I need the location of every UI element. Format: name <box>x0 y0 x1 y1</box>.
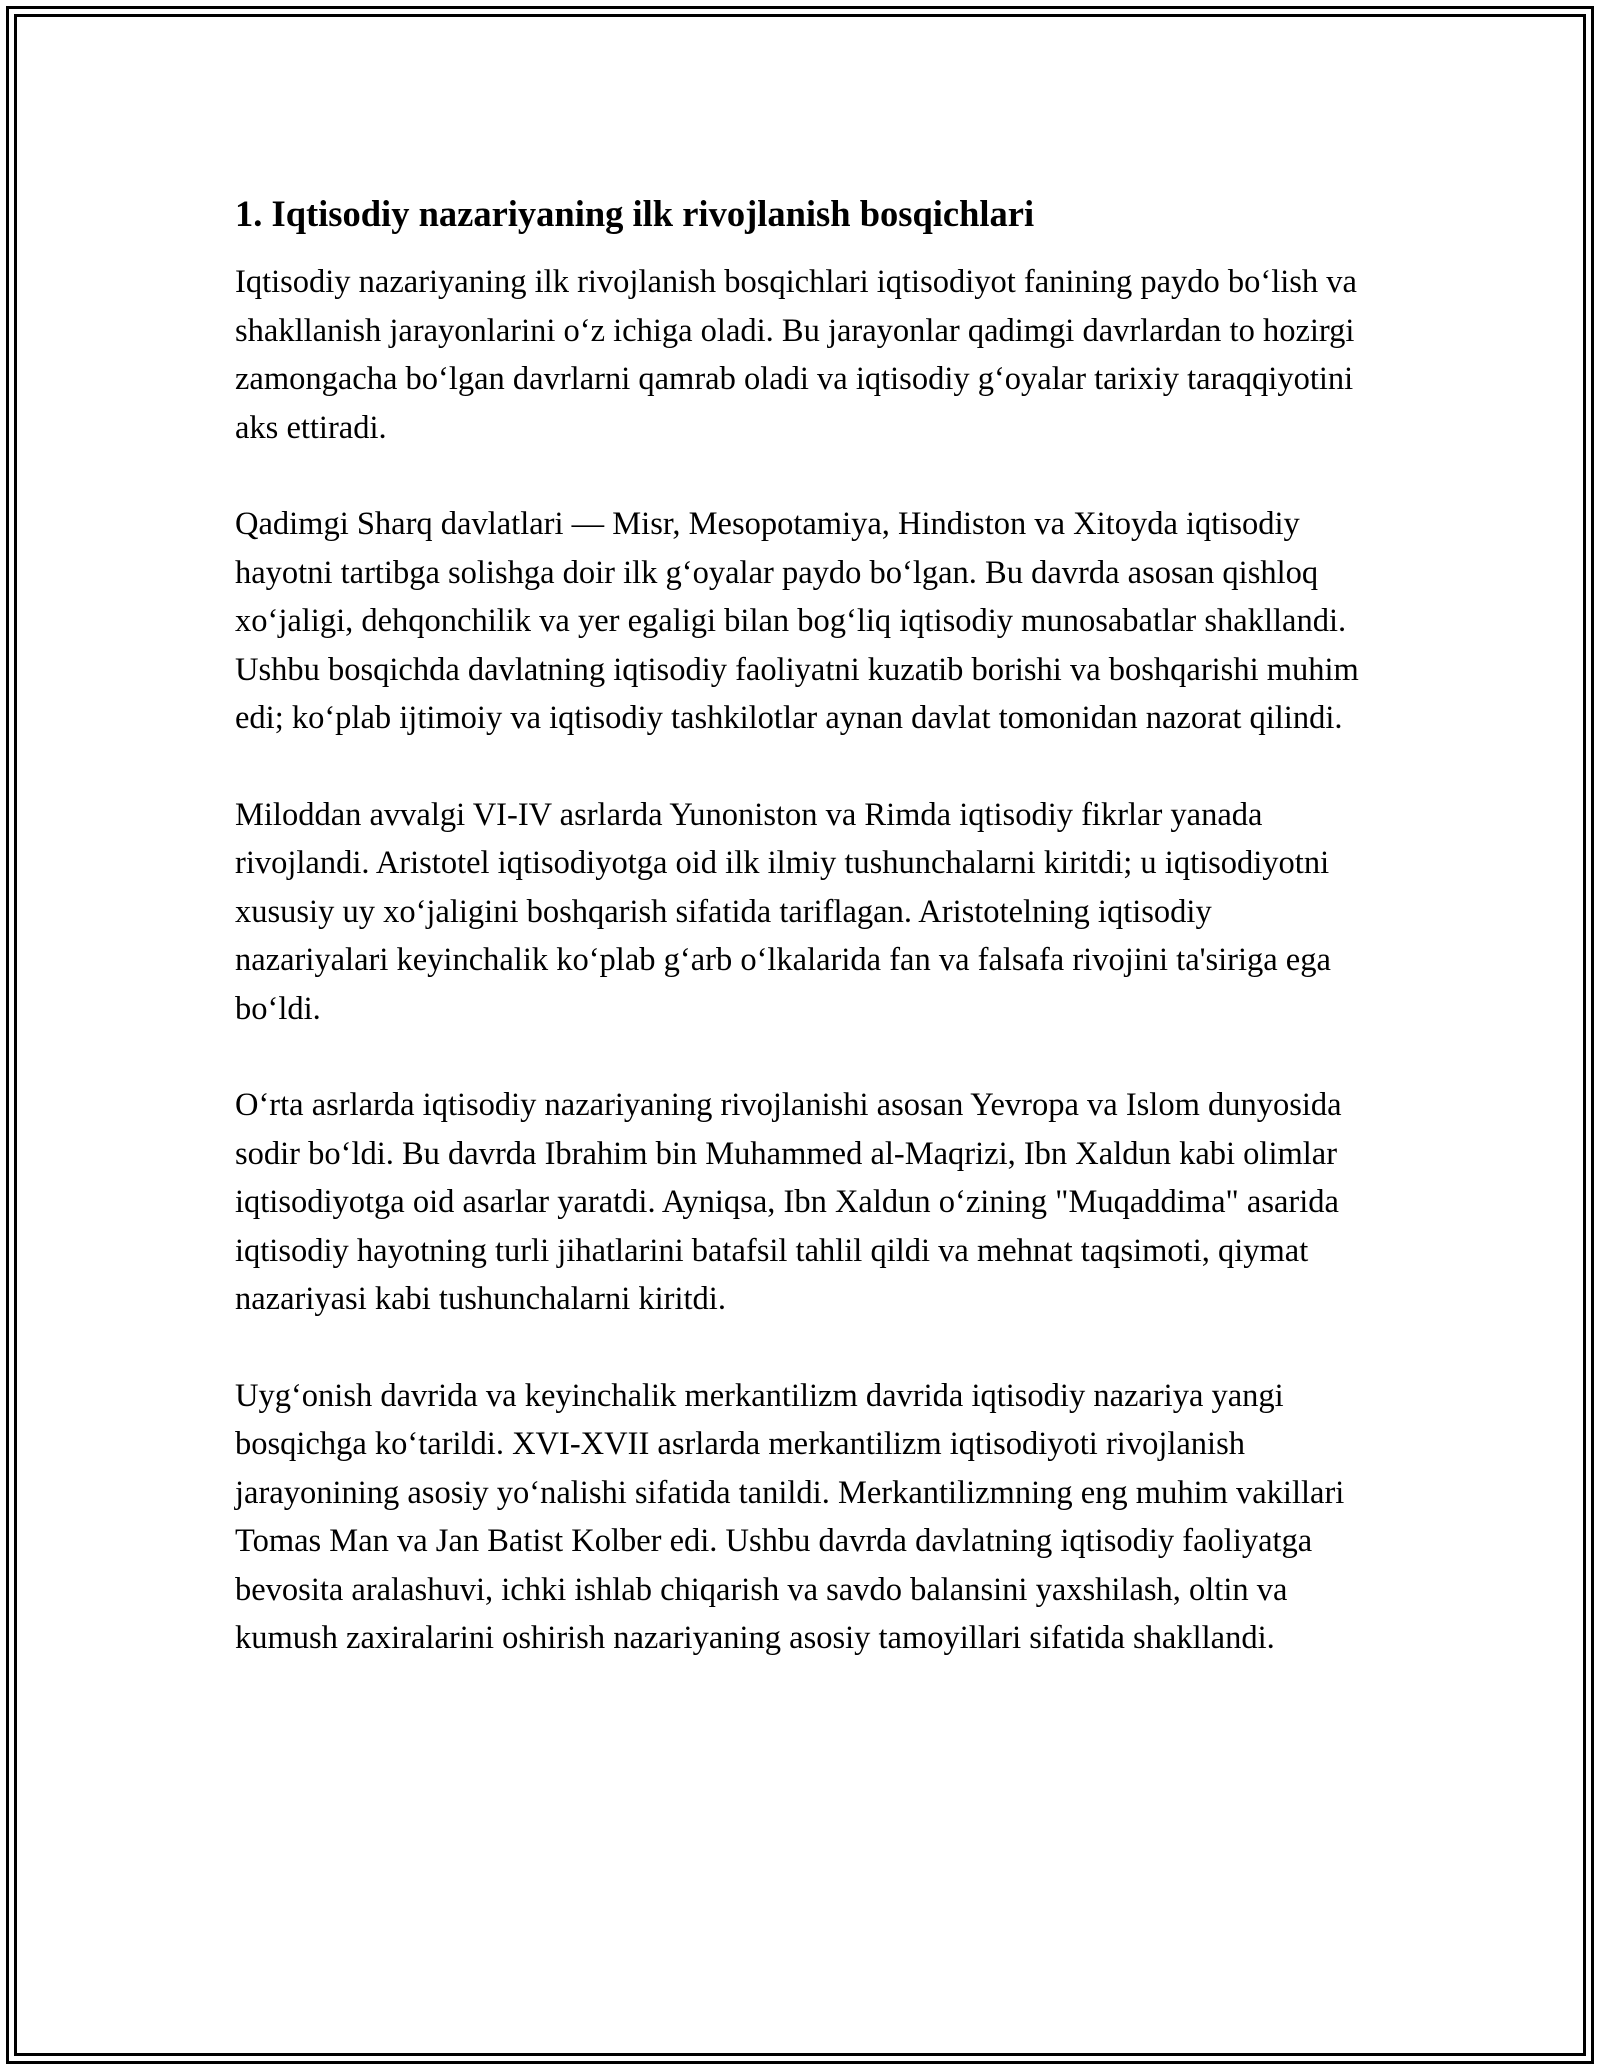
paragraph-greece-rome: Miloddan avvalgi VI-IV asrlarda Yunoniston va Rimda iqtisodiy fikrlar yanada rivojlandi. Aristotel iqtisodiyotga oid ilk ilmiy tushunchalarni kiritdi; u iqtisodiyotni xususiy uy xo‘jaligini boshqarish sifatida tariflagan. Aristotelning iqtisodiy nazariyalari keyinchalik ko‘plab g‘arb o‘lkalarida fan va falsafa rivojini ta'siriga ega bo‘ldi. <box>235 796 1331 1027</box>
paragraph-ancient-east: Qadimgi Sharq davlatlari — Misr, Mesopotamiya, Hindiston va Xitoyda iqtisodiy hayotni tartibga solishga doir ilk g‘oyalar paydo bo‘lgan. Bu davrda asosan qishloq xo‘jaligi, dehqonchilik va yer egaligi bilan bog‘liq iqtisodiy munosabatlar shakllandi. Ushbu bosqichda davlatning iqtisodiy faoliyatni kuzatib borishi va boshqarishi muhim edi; ko‘plab ijtimoiy va iqtisodiy tashkilotlar aynan davlat tomonidan nazorat qilindi. <box>235 506 1359 736</box>
document-body <box>235 186 1370 1663</box>
paragraph-middle-ages: O‘rta asrlarda iqtisodiy nazariyaning rivojlanishi asosan Yevropa va Islom dunyosida sodir bo‘ldi. Bu davrda Ibrahim bin Muhammed al-Maqrizi, Ibn Xaldun kabi olimlar iqtisodiyotga oid asarlar yaratdi. Ayniqsa, Ibn Xaldun o‘zining "Muqaddima" asarida iqtisodiy hayotning turli jihatlarini batafsil tahlil qildi va mehnat taqsimoti, qiymat nazariyasi kabi tushunchalarni kiritdi. <box>235 1087 1342 1317</box>
paragraph-intro: Iqtisodiy nazariyaning ilk rivojlanish bosqichlari iqtisodiyot fanining paydo bo‘lish va shakllanish jarayonlarini o‘z ichiga oladi. Bu jarayonlar qadimgi davrlardan to hozirgi zamongacha bo‘lgan davrlarni qamrab oladi va iqtisodiy g‘oyalar tarixiy taraqqiyotini aks ettiradi. <box>235 264 1357 446</box>
paragraph-mercantilism: Uyg‘onish davrida va keyinchalik merkantilizm davrida iqtisodiy nazariya yangi bosqichga ko‘tarildi. XVI-XVII asrlarda merkantilizm iqtisodiyoti rivojlanish jarayonining asosiy yo‘nalishi sifatida tanildi. Merkantilizmning eng muhim vakillari Tomas Man va Jan Batist Kolber edi. Ushbu davrda davlatning iqtisodiy faoliyatga bevosita aralashuvi, ichki ishlab chiqarish va savdo balansini yaxshilash, oltin va kumush zaxiralarini oshirish nazariyaning asosiy tamoyillari sifatida shakllandi. <box>235 1377 1345 1656</box>
section-heading: 1. Iqtisodiy nazariyaning ilk rivojlanish bosqichlari <box>235 193 1035 234</box>
